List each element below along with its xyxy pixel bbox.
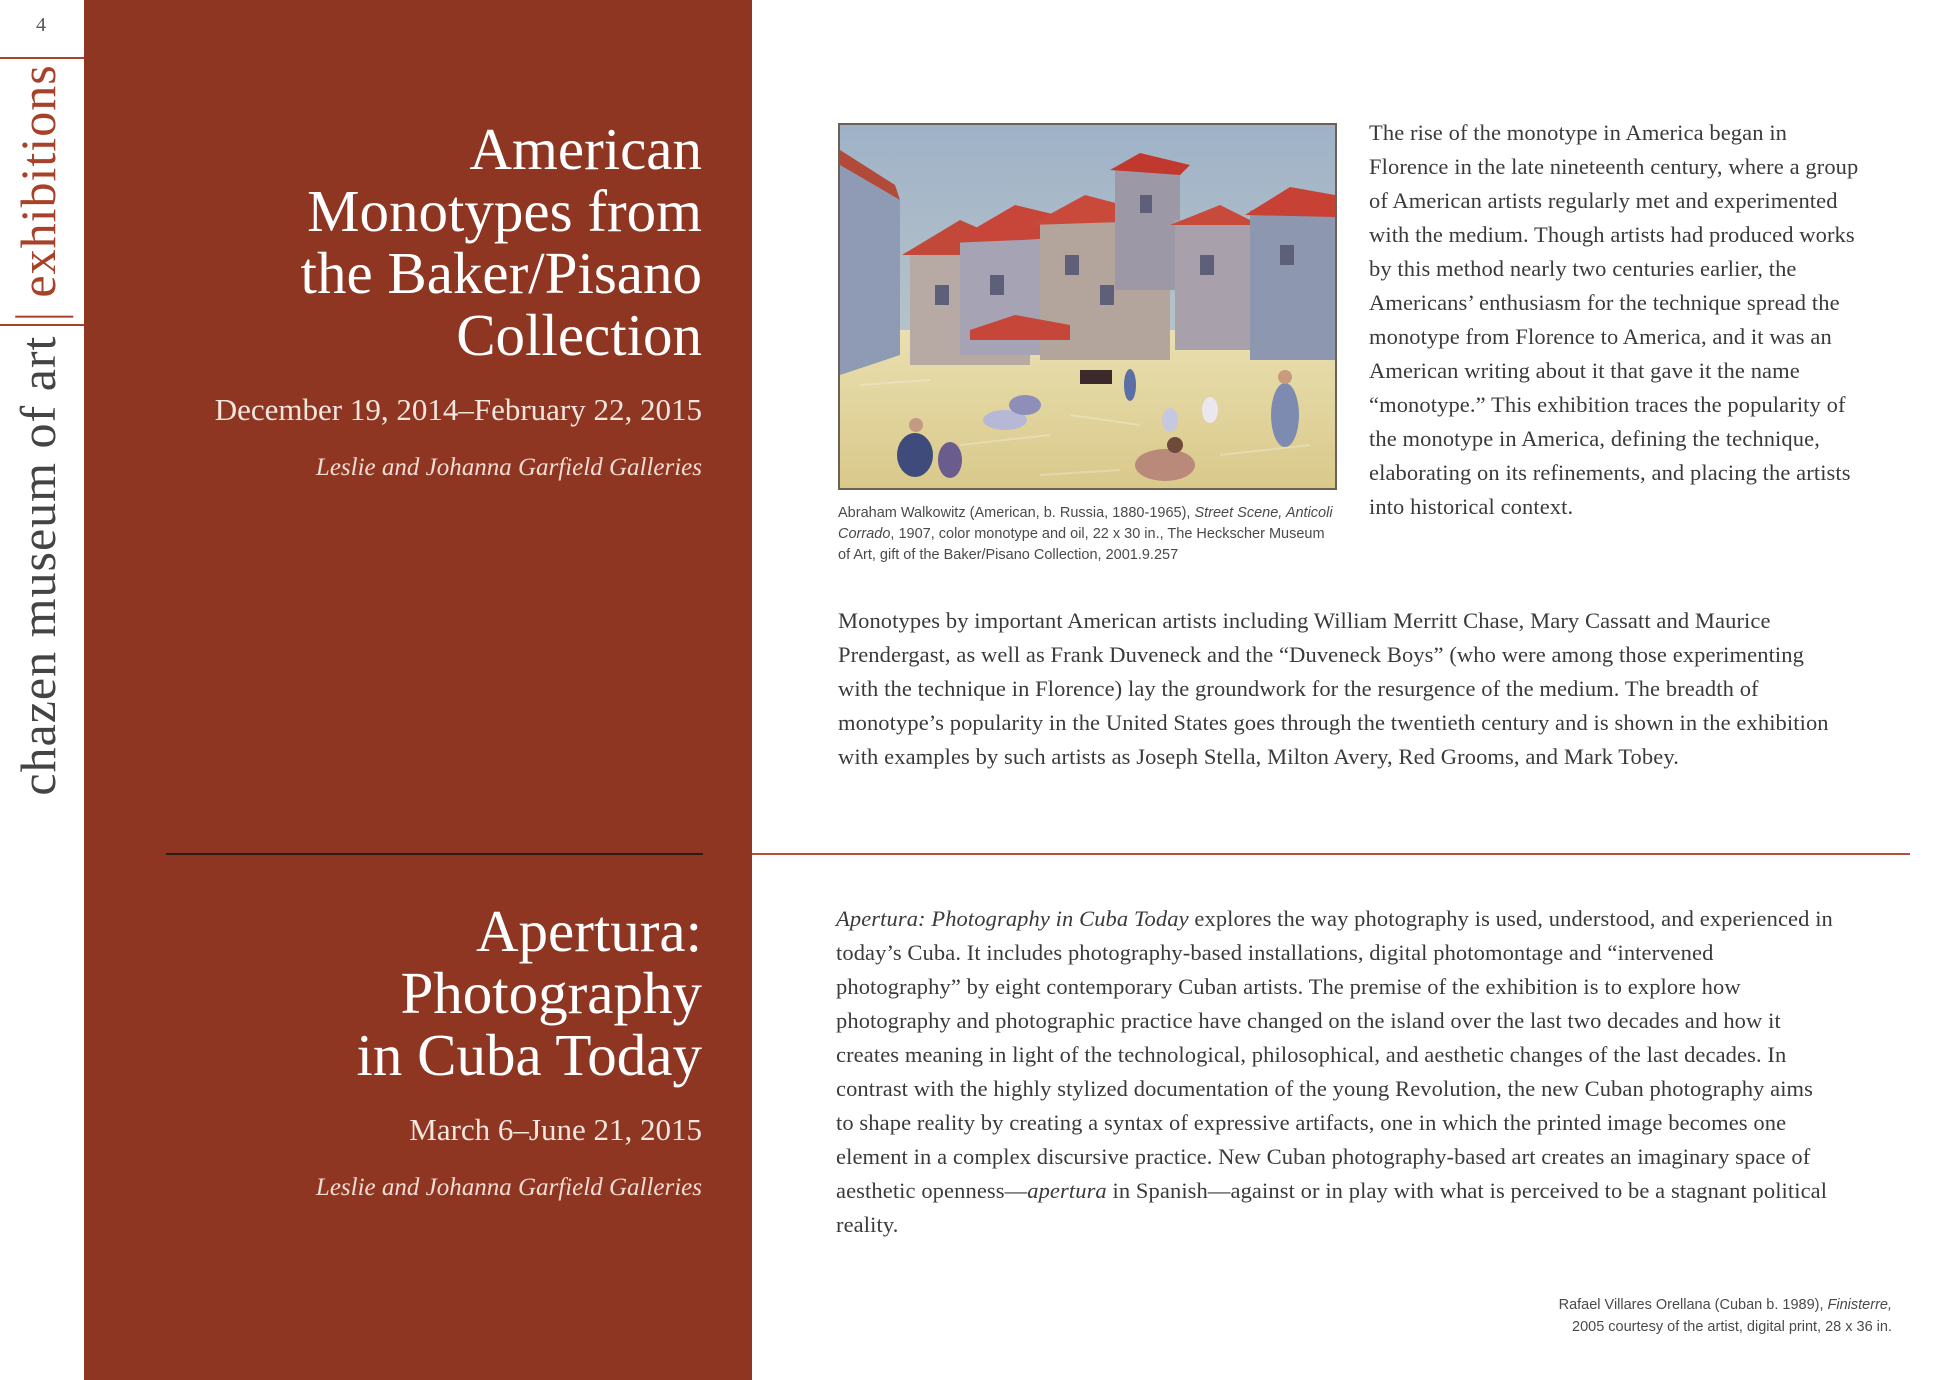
- artwork-image: [838, 123, 1337, 490]
- apertura-term: apertura: [1027, 1178, 1107, 1203]
- section-divider-right: [752, 853, 1910, 855]
- title-line: Photography: [400, 960, 702, 1026]
- museum-name: chazen museum of art: [10, 335, 67, 796]
- caption-title: Finisterre,: [1827, 1297, 1892, 1313]
- title-line: American: [469, 116, 702, 182]
- exhibition-1-dates: December 19, 2014–February 22, 2015: [214, 392, 702, 427]
- title-line: Monotypes from: [307, 178, 702, 244]
- exhibition-2-dates: March 6–June 21, 2015: [409, 1112, 702, 1147]
- title-panel: [84, 0, 752, 1380]
- exhibition-2-title-inline: Apertura: Photography in Cuba Today: [836, 906, 1189, 931]
- caption-title: Street Scene, Anticoli Corrado: [838, 505, 1333, 542]
- artwork-caption-1: [838, 503, 1338, 566]
- caption-artist: Abraham Walkowitz (American, b. Russia, 1880-1965),: [838, 505, 1195, 521]
- page-number: 4: [36, 14, 46, 36]
- title-line: Apertura:: [475, 898, 702, 964]
- paragraph-tail: in Spanish—against or in play with what is perceived to be a stagnant political reality.: [836, 1178, 1828, 1237]
- caption-details: 2005 courtesy of the artist, digital print, 28 x 36 in.: [1572, 1319, 1892, 1335]
- exhibition-2-paragraph: [836, 902, 1836, 1242]
- label-separator: [15, 316, 73, 318]
- exhibition-1-paragraph-1: The rise of the monotype in America began in Florence in the late nineteenth century, where a group of American artists regularly met and experimented with the medium. Though artists had produced works by this method nearly two centuries earlier, the Americans’ enthusiasm for the technique spread the monotype from Florence to America, and it was an American writing about it that gave it the name “monotype.” This exhibition traces the popularity of the monotype in America, defining the technique, elaborating on its refinements, and placing the artists into historical context.: [1369, 120, 1859, 519]
- title-line: in Cuba Today: [356, 1022, 702, 1088]
- title-line: the Baker/Pisano: [300, 240, 702, 306]
- title-line: Collection: [456, 302, 702, 368]
- exhibition-1-venue: Leslie and Johanna Garfield Galleries: [315, 454, 702, 481]
- paragraph-body: explores the way photography is used, understood, and experienced in today’s Cuba. It includes photography-based installations, digital photomontage and “intervened photography” by eight contemporary Cuban artists. The premise of the exhibition is to explore how photography and photographic practice have changed on the island over the last two decades and how it creates meaning in light of the technological, philosophical, and aesthetic changes of the last decades. In contrast with the highly stylized documentation of the young Revolution, the new Cuban photography aims to shape reality by creating a syntax of expressive artifacts, one in which the printed image becomes one element in a complex discursive practice. New Cuban photography-based art creates an imaginary space of aesthetic openness—: [836, 906, 1833, 1203]
- section-name: exhibitions: [10, 64, 67, 298]
- exhibition-2-venue: Leslie and Johanna Garfield Galleries: [315, 1174, 702, 1201]
- exhibition-2-heading: [162, 900, 702, 1202]
- exhibition-1-title: [162, 118, 702, 366]
- vertical-side-label: [0, 0, 84, 800]
- artwork-caption-2: [1480, 1294, 1892, 1338]
- caption-artist: Rafael Villares Orellana (Cuban b. 1989),: [1558, 1297, 1828, 1313]
- section-divider-left: [166, 853, 703, 855]
- caption-details: , 1907, color monotype and oil, 22 x 30 in., The Heckscher Museum of Art, gift of the Baker/Pisano Collection, 2001.9.257: [838, 526, 1325, 563]
- exhibition-1-paragraph-2: Monotypes by important American artists including William Merritt Chase, Mary Cassatt and Maurice Prendergast, as well as Frank Duveneck and the “Duveneck Boys” (who were among those experimenting with the technique in Florence) lay the groundwork for the resurgence of the medium. The breadth of monotype’s popularity in the United States goes through the twentieth century and is shown in the exhibition with examples by such artists as Joseph Stella, Milton Avery, Red Grooms, and Mark Tobey.: [838, 608, 1829, 769]
- exhibition-2-title: [162, 900, 702, 1086]
- exhibition-1-heading: [162, 118, 702, 482]
